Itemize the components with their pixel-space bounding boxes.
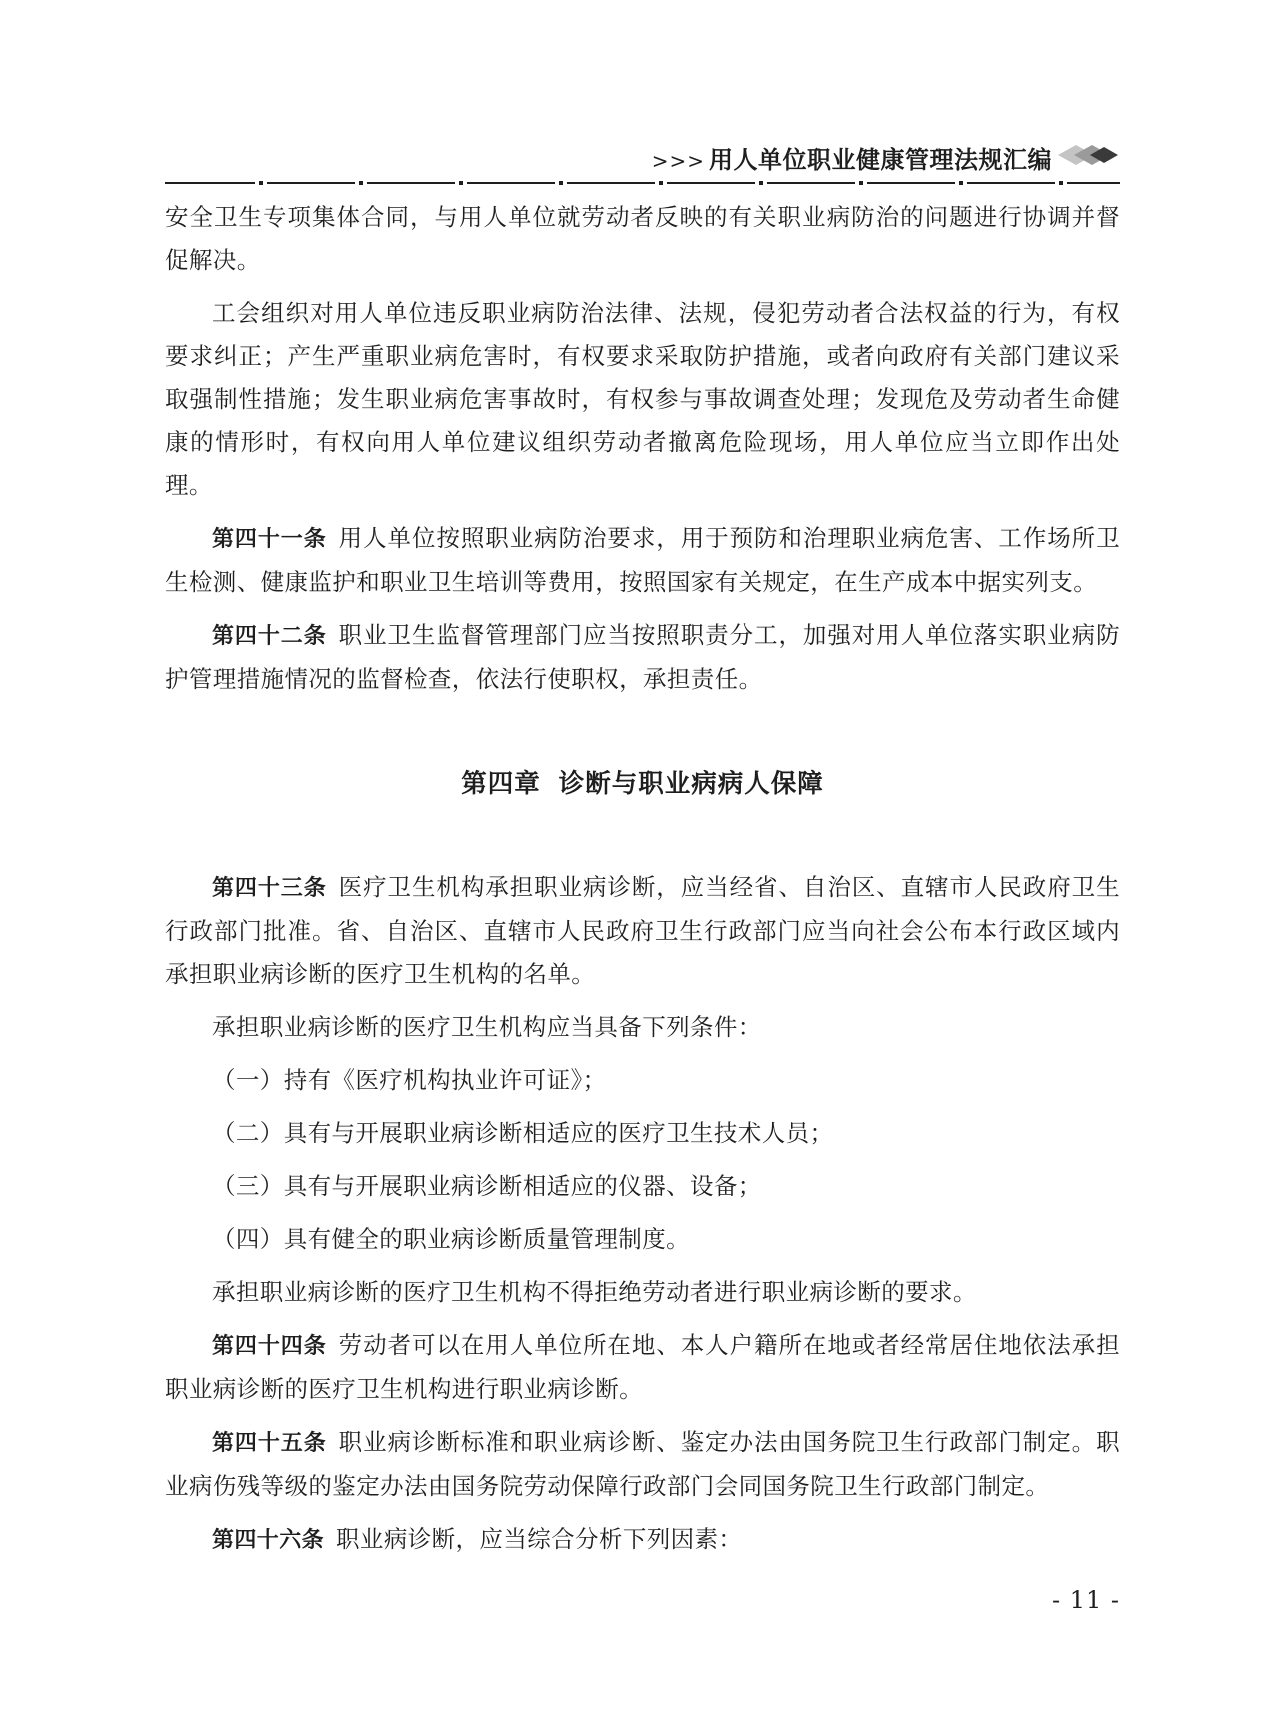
diamond-ornament-icon	[1054, 142, 1120, 168]
paragraph	[165, 196, 1120, 282]
chapter-title: 诊断与职业病病人保障	[558, 769, 824, 799]
article-number: 第四十六条	[212, 1528, 325, 1553]
paragraph-text: 工会组织对用人单位违反职业病防治法律、法规，侵犯劳动者合法权益的行为，有权要求纠正；产生严重职业病危害时，有权要求采取防护措施，或者向政府有关部门建议采取强制性措施；发生职业病危害事故时，有权参与事故调查处理；发现危及劳动者生命健康的情形时，有权向用人单位建议组织劳动者撤离危险现场，用人单位应当立即作出处理。	[165, 299, 1120, 499]
running-header	[165, 136, 1120, 186]
header-title	[652, 140, 1052, 175]
list-item-text: （一）持有《医疗机构执业许可证》；	[212, 1066, 607, 1094]
list-item-text: （四）具有健全的职业病诊断质量管理制度。	[212, 1225, 690, 1253]
paragraph	[165, 1271, 1120, 1314]
article-43	[165, 866, 1120, 996]
paragraph-text: 职业卫生监督管理部门应当按照职责分工，加强对用人单位落实职业病防护管理措施情况的监督检查，依法行使职权，承担责任。	[165, 621, 1120, 693]
list-item-text: （二）具有与开展职业病诊断相适应的医疗卫生技术人员；	[212, 1119, 834, 1147]
page-number: - 11 -	[1051, 1586, 1120, 1614]
list-item	[165, 1218, 1120, 1261]
article-number: 第四十三条	[212, 876, 327, 901]
article-42	[165, 614, 1120, 701]
paragraph-text: 承担职业病诊断的医疗卫生机构不得拒绝劳动者进行职业病诊断的要求。	[212, 1278, 977, 1306]
list-item	[165, 1165, 1120, 1208]
article-46	[165, 1518, 1120, 1562]
chapter-number: 第四章	[461, 769, 541, 799]
paragraph-text: 职业病诊断标准和职业病诊断、鉴定办法由国务院卫生行政部门制定。职业病伤残等级的鉴定办法由国务院劳动保障行政部门会同国务院卫生行政部门制定。	[165, 1428, 1120, 1500]
paragraph-text: 医疗卫生机构承担职业病诊断，应当经省、自治区、直辖市人民政府卫生行政部门批准。省、自治区、直辖市人民政府卫生行政部门应当向社会公布本行政区域内承担职业病诊断的医疗卫生机构的名单。	[165, 873, 1120, 988]
paragraph-text: 用人单位按照职业病防治要求，用于预防和治理职业病危害、工作场所卫生检测、健康监护和职业卫生培训等费用，按照国家有关规定，在生产成本中据实列支。	[165, 524, 1120, 596]
article-number: 第四十五条	[212, 1431, 327, 1456]
list-item-text: （三）具有与开展职业病诊断相适应的仪器、设备；	[212, 1172, 762, 1200]
paragraph-text: 安全卫生专项集体合同，与用人单位就劳动者反映的有关职业病防治的问题进行协调并督促解决。	[165, 203, 1120, 274]
article-number: 第四十四条	[212, 1334, 327, 1359]
paragraph	[165, 292, 1120, 507]
article-41	[165, 517, 1120, 604]
header-rule	[165, 180, 1120, 186]
article-44	[165, 1324, 1120, 1411]
article-number: 第四十一条	[212, 527, 327, 552]
chapter-heading	[165, 763, 1120, 806]
article-number: 第四十二条	[212, 624, 327, 649]
paragraph-text: 劳动者可以在用人单位所在地、本人户籍所在地或者经常居住地依法承担职业病诊断的医疗卫生机构进行职业病诊断。	[165, 1331, 1120, 1403]
list-item	[165, 1112, 1120, 1155]
article-45	[165, 1421, 1120, 1508]
list-item	[165, 1059, 1120, 1102]
paragraph	[165, 1006, 1120, 1049]
paragraph-text: 承担职业病诊断的医疗卫生机构应当具备下列条件：	[212, 1013, 762, 1041]
header-arrows: >>>	[651, 149, 705, 173]
header-title-text: 用人单位职业健康管理法规汇编	[709, 145, 1052, 174]
body-text	[165, 196, 1120, 1562]
paragraph-text: 职业病诊断，应当综合分析下列因素：	[336, 1525, 743, 1553]
